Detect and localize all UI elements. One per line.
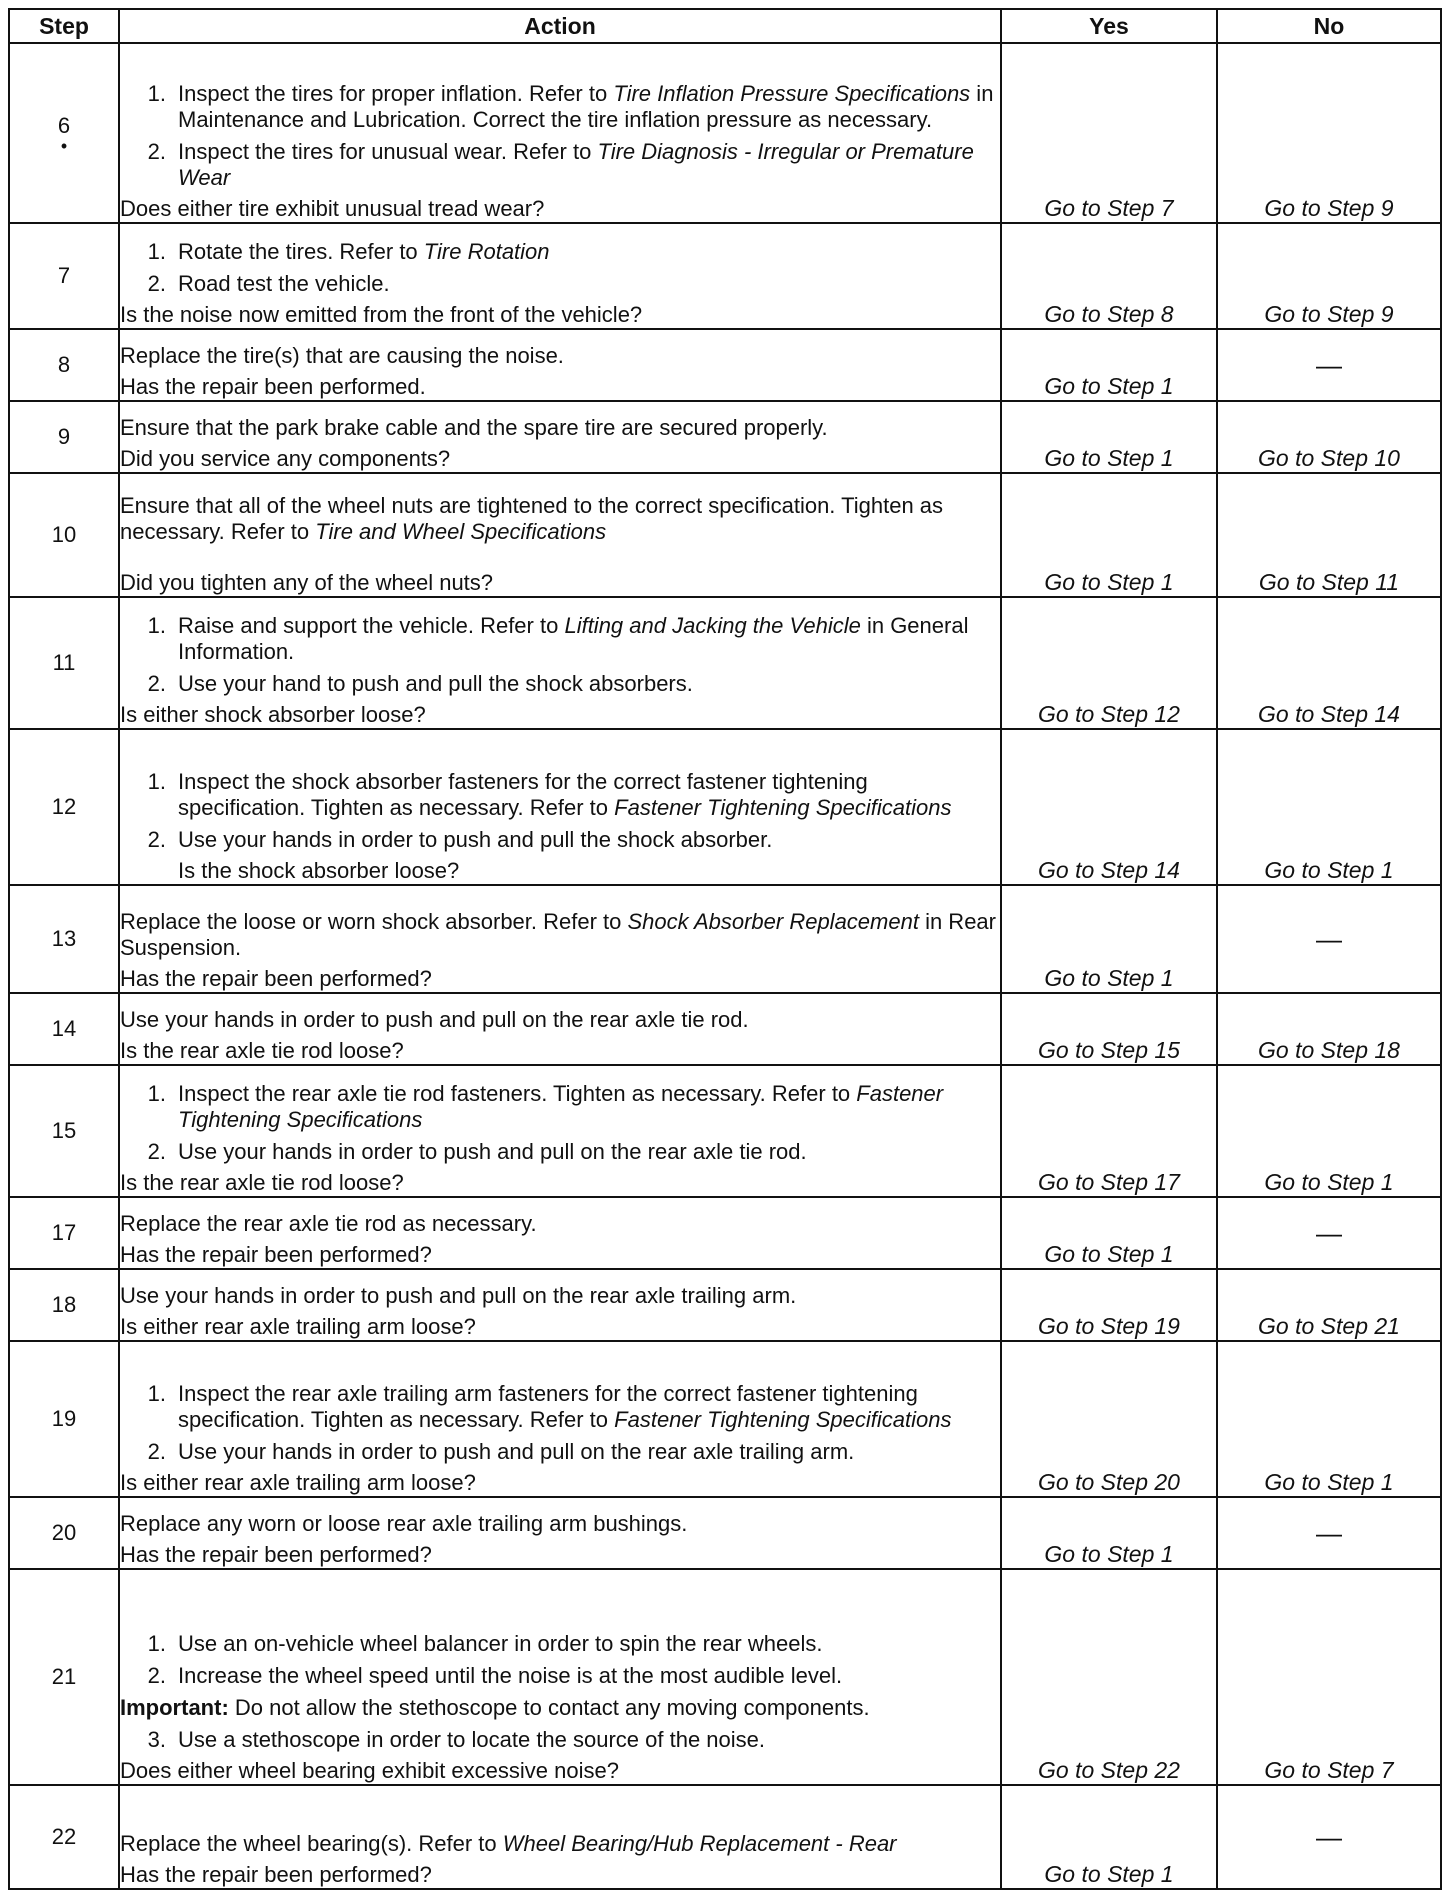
procedure-text [178, 271, 1000, 297]
yes-action-link[interactable]: Go to Step 20 [1038, 1469, 1180, 1496]
step-number: 14 [51, 1016, 77, 1042]
procedure-list [120, 1727, 1000, 1753]
procedure-item [120, 1727, 1000, 1753]
no-cell [1217, 729, 1441, 885]
procedure-item [120, 1631, 1000, 1657]
question-text: Is either rear axle trailing arm loose? [120, 1314, 476, 1340]
yes-cell [1001, 1569, 1217, 1785]
no-cell [1217, 223, 1441, 329]
procedure-number: 1. [147, 81, 166, 107]
no-action-none: — [1316, 1517, 1342, 1548]
header-action: Action [119, 9, 1001, 43]
yes-action-link[interactable]: Go to Step 14 [1038, 857, 1180, 884]
yes-cell [1001, 993, 1217, 1065]
table-row [9, 597, 1441, 729]
no-action-link[interactable]: Go to Step 18 [1258, 1037, 1400, 1064]
no-action-link[interactable]: Go to Step 1 [1264, 857, 1394, 884]
action-text [120, 909, 1000, 960]
no-cell [1217, 1341, 1441, 1497]
procedure-number: 1. [147, 238, 166, 264]
question-text: Is the rear axle tie rod loose? [120, 1038, 404, 1064]
step-number: 20 [51, 1520, 77, 1546]
procedure-number: 1. [147, 1381, 166, 1407]
yes-cell [1001, 597, 1217, 729]
action-cell [119, 729, 1001, 885]
yes-action-link[interactable]: Go to Step 1 [1044, 1241, 1174, 1268]
table-row [9, 43, 1441, 223]
yes-action-link[interactable]: Go to Step 1 [1044, 569, 1174, 596]
text-segment: Inspect the rear axle tie rod fasteners. Tighten as necessary. Refer to [178, 1081, 857, 1107]
no-cell [1217, 597, 1441, 729]
procedure-item [120, 613, 1000, 664]
no-action-link[interactable]: Go to Step 7 [1264, 1757, 1394, 1784]
yes-action-link[interactable]: Go to Step 12 [1038, 701, 1180, 728]
text-segment: in Maintenance and Lubrication. Correct the tire inflation pressure as necessary. [178, 81, 994, 133]
yes-cell [1001, 43, 1217, 223]
table-row [9, 993, 1441, 1065]
procedure-item [120, 827, 1000, 853]
action-text [120, 1831, 1000, 1857]
yes-cell [1001, 1341, 1217, 1497]
text-segment: Use your hand to push and pull the shock absorbers. [178, 670, 693, 696]
yes-action-link[interactable]: Go to Step 19 [1038, 1313, 1180, 1340]
reference-link[interactable]: Lifting and Jacking the Vehicle [564, 613, 861, 639]
action-cell [119, 1065, 1001, 1197]
yes-cell [1001, 1785, 1217, 1889]
reference-link[interactable]: Tire Diagnosis - Irregular or Premature Wear [178, 138, 974, 190]
no-action-none: — [1316, 349, 1342, 380]
action-text: Replace the rear axle tie rod as necessary. [120, 1210, 537, 1236]
yes-action-link[interactable]: Go to Step 8 [1044, 301, 1174, 328]
diagnostic-table [8, 8, 1442, 1890]
procedure-item [120, 1439, 1000, 1465]
no-action-link[interactable]: Go to Step 9 [1264, 195, 1394, 222]
yes-action-link[interactable]: Go to Step 1 [1044, 373, 1174, 400]
procedure-item [120, 271, 1000, 297]
procedure-item [120, 139, 1000, 190]
yes-cell [1001, 1497, 1217, 1569]
reference-link[interactable]: Tire and Wheel Specifications [315, 518, 607, 544]
important-label: Important: [120, 1694, 229, 1720]
step-number-cell [9, 329, 119, 401]
header-row [9, 9, 1441, 43]
header-step: Step [9, 9, 119, 43]
no-cell [1217, 1065, 1441, 1197]
yes-cell [1001, 473, 1217, 597]
step-number-cell [9, 597, 119, 729]
procedure-list [120, 239, 1000, 296]
question-text: Did you tighten any of the wheel nuts? [120, 570, 494, 596]
action-text: Ensure that the park brake cable and the spare tire are secured properly. [120, 414, 828, 440]
table-row [9, 1341, 1441, 1497]
procedure-text [178, 1081, 1000, 1132]
text-segment: Rotate the tires. Refer to [178, 238, 424, 264]
action-cell [119, 473, 1001, 597]
text-segment: Ensure that all of the wheel nuts are tightened to the correct specification. Tighten as necessary. Refer to [120, 492, 944, 544]
step-number-cell [9, 1341, 119, 1497]
action-cell [119, 885, 1001, 993]
text-segment: Inspect the rear axle trailing arm fasteners for the correct fastener tightening specification. Tighten as necessary. Refer to [178, 1381, 918, 1432]
text-segment: Increase the wheel speed until the noise is at the most audible level. [178, 1663, 843, 1689]
yes-action-link[interactable]: Go to Step 1 [1044, 1861, 1174, 1888]
step-number: 8 [57, 352, 71, 378]
table-row [9, 401, 1441, 473]
procedure-text [178, 139, 1000, 190]
action-cell [119, 1785, 1001, 1889]
step-number: 6 [57, 113, 71, 139]
question-text: Is the shock absorber loose? [178, 858, 460, 884]
procedure-number: 2. [147, 1138, 166, 1164]
no-action-link[interactable]: Go to Step 1 [1264, 1169, 1394, 1196]
procedure-text [178, 1139, 1000, 1165]
table-row [9, 885, 1441, 993]
yes-action-link[interactable]: Go to Step 17 [1038, 1169, 1180, 1196]
procedure-text [178, 613, 1000, 664]
question-text: Has the repair been performed. [120, 374, 426, 400]
yes-cell [1001, 1197, 1217, 1269]
action-cell [119, 597, 1001, 729]
question-text: Has the repair been performed? [120, 1242, 432, 1268]
procedure-number: 2. [147, 826, 166, 852]
question-text: Has the repair been performed? [120, 1542, 432, 1568]
no-action-none: — [1316, 923, 1342, 954]
step-number: 9 [57, 424, 71, 450]
step-number: 22 [51, 1824, 77, 1850]
step-number: 10 [51, 522, 77, 548]
question-text: Is either rear axle trailing arm loose? [120, 1470, 476, 1496]
reference-link[interactable]: Shock Absorber Replacement [627, 908, 919, 934]
procedure-text [178, 239, 1000, 265]
procedure-number: 1. [147, 769, 166, 795]
table-body [9, 43, 1441, 1889]
reference-link[interactable]: Tire Inflation Pressure Specifications [613, 81, 971, 107]
step-number-cell [9, 1569, 119, 1785]
text-segment: Replace the wheel bearing(s). Refer to [120, 1830, 503, 1856]
procedure-text [178, 671, 1000, 697]
step-number-cell [9, 43, 119, 223]
table-row [9, 729, 1441, 885]
procedure-text [178, 1727, 1000, 1753]
table-row [9, 329, 1441, 401]
no-cell [1217, 401, 1441, 473]
text-segment: Use your hands in order to push and pull on the rear axle trailing arm. [178, 1438, 855, 1464]
question-text: Does either wheel bearing exhibit excessive noise? [120, 1758, 619, 1784]
important-note [120, 1695, 1000, 1721]
no-cell [1217, 329, 1441, 401]
no-action-link[interactable]: Go to Step 14 [1258, 701, 1400, 728]
yes-cell [1001, 329, 1217, 401]
procedure-item [120, 81, 1000, 132]
procedure-item [120, 1139, 1000, 1165]
procedure-number: 1. [147, 1081, 166, 1107]
yes-action-link[interactable]: Go to Step 1 [1044, 965, 1174, 992]
action-text: Use your hands in order to push and pull on the rear axle tie rod. [120, 1006, 749, 1032]
yes-action-link[interactable]: Go to Step 22 [1038, 1757, 1180, 1784]
yes-action-link[interactable]: Go to Step 1 [1044, 445, 1174, 472]
yes-cell [1001, 1269, 1217, 1341]
table-row [9, 1569, 1441, 1785]
procedure-number: 2. [147, 270, 166, 296]
reference-link[interactable]: Fastener Tightening Specifications [614, 794, 952, 820]
step-number-cell [9, 993, 119, 1065]
question-text: Is the rear axle tie rod loose? [120, 1170, 404, 1196]
no-action-link[interactable]: Go to Step 11 [1258, 569, 1400, 596]
no-cell [1217, 473, 1441, 597]
procedure-text [178, 81, 1000, 132]
step-number-cell [9, 223, 119, 329]
step-number-cell [9, 473, 119, 597]
procedure-number: 2. [147, 1438, 166, 1464]
header-yes: Yes [1001, 9, 1217, 43]
reference-link[interactable]: Wheel Bearing/Hub Replacement - Rear [502, 1830, 897, 1856]
step-number-cell [9, 401, 119, 473]
procedure-list [120, 613, 1000, 696]
step-number: 17 [51, 1220, 77, 1246]
procedure-number: 2. [147, 138, 166, 164]
no-action-link[interactable]: Go to Step 21 [1258, 1313, 1400, 1340]
action-cell [119, 1269, 1001, 1341]
procedure-text [178, 1663, 1000, 1689]
step-number-cell [9, 1197, 119, 1269]
yes-cell [1001, 401, 1217, 473]
procedure-number: 2. [147, 1663, 166, 1689]
procedure-item [120, 239, 1000, 265]
question-text: Did you service any components? [120, 446, 451, 472]
yes-cell [1001, 223, 1217, 329]
action-cell [119, 993, 1001, 1065]
text-segment: in Rear Suspension. [120, 908, 996, 960]
procedure-item [120, 671, 1000, 697]
step-number: 18 [51, 1292, 77, 1318]
table-row [9, 1785, 1441, 1889]
reference-link[interactable]: Fastener Tightening Specifications [614, 1406, 952, 1432]
procedure-number: 2. [147, 670, 166, 696]
text-segment: Inspect the tires for proper inflation. Refer to [178, 81, 614, 107]
reference-link[interactable]: Fastener Tightening Specifications [178, 1081, 944, 1132]
procedure-item [120, 1081, 1000, 1132]
table-row [9, 473, 1441, 597]
procedure-number: 1. [147, 613, 166, 639]
no-cell [1217, 993, 1441, 1065]
text-segment: Use your hands in order to push and pull on the rear axle tie rod. [178, 1138, 807, 1164]
table-row [9, 1197, 1441, 1269]
question-text: Has the repair been performed? [120, 1862, 432, 1888]
yes-cell [1001, 729, 1217, 885]
text-segment: Raise and support the vehicle. Refer to [178, 613, 565, 639]
reference-link[interactable]: Tire Rotation [423, 238, 550, 264]
no-action-none: — [1316, 1821, 1342, 1852]
yes-action-link[interactable]: Go to Step 15 [1038, 1037, 1180, 1064]
table-row [9, 1269, 1441, 1341]
procedure-text [178, 827, 1000, 853]
procedure-list [120, 1631, 1000, 1688]
action-cell [119, 223, 1001, 329]
step-number-cell [9, 1785, 119, 1889]
procedure-list [120, 1081, 1000, 1164]
no-cell [1217, 1569, 1441, 1785]
no-cell [1217, 1497, 1441, 1569]
step-number-cell [9, 1497, 119, 1569]
text-segment: Replace the loose or worn shock absorber. Refer to [120, 908, 628, 934]
question-text: Has the repair been performed? [120, 966, 432, 992]
action-cell [119, 43, 1001, 223]
action-text: Replace the tire(s) that are causing the noise. [120, 342, 564, 368]
step-number: 11 [52, 650, 76, 676]
step-number: 21 [51, 1664, 77, 1690]
text-segment: Use your hands in order to push and pull the shock absorber. [178, 826, 773, 852]
yes-cell [1001, 885, 1217, 993]
no-cell [1217, 885, 1441, 993]
yes-action-link[interactable]: Go to Step 7 [1044, 195, 1174, 222]
action-text: Replace any worn or loose rear axle trailing arm bushings. [120, 1510, 688, 1536]
action-text: Use your hands in order to push and pull on the rear axle trailing arm. [120, 1282, 797, 1308]
procedure-item [120, 769, 1000, 820]
no-cell [1217, 1785, 1441, 1889]
procedure-item [120, 1381, 1000, 1432]
no-cell [1217, 1197, 1441, 1269]
text-segment: Inspect the shock absorber fasteners for the correct fastener tightening specification. Tighten as necessary. Refer to [178, 769, 868, 820]
no-action-link[interactable]: Go to Step 1 [1264, 1469, 1394, 1496]
step-number-cell [9, 1269, 119, 1341]
text-segment: Inspect the tires for unusual wear. Refer to [178, 138, 598, 164]
procedure-text [178, 769, 1000, 820]
no-cell [1217, 43, 1441, 223]
procedure-text [178, 1631, 1000, 1657]
question-text: Is either shock absorber loose? [120, 702, 426, 728]
action-cell [119, 329, 1001, 401]
action-cell [119, 1569, 1001, 1785]
no-action-link[interactable]: Go to Step 10 [1258, 445, 1400, 472]
action-cell [119, 401, 1001, 473]
step-marker: • [60, 135, 68, 156]
question-text: Is the noise now emitted from the front of the vehicle? [120, 302, 643, 328]
step-number: 19 [51, 1406, 77, 1432]
action-cell [119, 1497, 1001, 1569]
table-row [9, 223, 1441, 329]
table-row [9, 1497, 1441, 1569]
step-number-cell [9, 1065, 119, 1197]
no-cell [1217, 1269, 1441, 1341]
important-text: Do not allow the stethoscope to contact any moving components. [228, 1694, 870, 1720]
action-cell [119, 1341, 1001, 1497]
step-number-cell [9, 729, 119, 885]
procedure-text [178, 1381, 1000, 1432]
procedure-number: 3. [147, 1726, 166, 1752]
yes-cell [1001, 1065, 1217, 1197]
no-action-link[interactable]: Go to Step 9 [1264, 301, 1394, 328]
procedure-list [120, 81, 1000, 190]
step-number: 12 [51, 794, 77, 820]
procedure-item [120, 1663, 1000, 1689]
step-number: 15 [51, 1118, 77, 1144]
action-text [120, 493, 1000, 544]
text-segment: Road test the vehicle. [178, 270, 390, 296]
no-action-none: — [1316, 1217, 1342, 1248]
yes-action-link[interactable]: Go to Step 1 [1044, 1541, 1174, 1568]
procedure-list [120, 1381, 1000, 1464]
text-segment: Use a stethoscope in order to locate the source of the noise. [178, 1726, 766, 1752]
procedure-list [120, 769, 1000, 852]
procedure-number: 1. [147, 1631, 166, 1657]
step-number-cell [9, 885, 119, 993]
step-number: 7 [57, 263, 71, 289]
text-segment: in General Information. [178, 613, 969, 664]
procedure-text [178, 1439, 1000, 1465]
question-text: Does either tire exhibit unusual tread wear? [120, 196, 545, 222]
action-cell [119, 1197, 1001, 1269]
header-no: No [1217, 9, 1441, 43]
table-row [9, 1065, 1441, 1197]
text-segment: Use an on-vehicle wheel balancer in order to spin the rear wheels. [178, 1631, 823, 1657]
step-number: 13 [51, 926, 77, 952]
